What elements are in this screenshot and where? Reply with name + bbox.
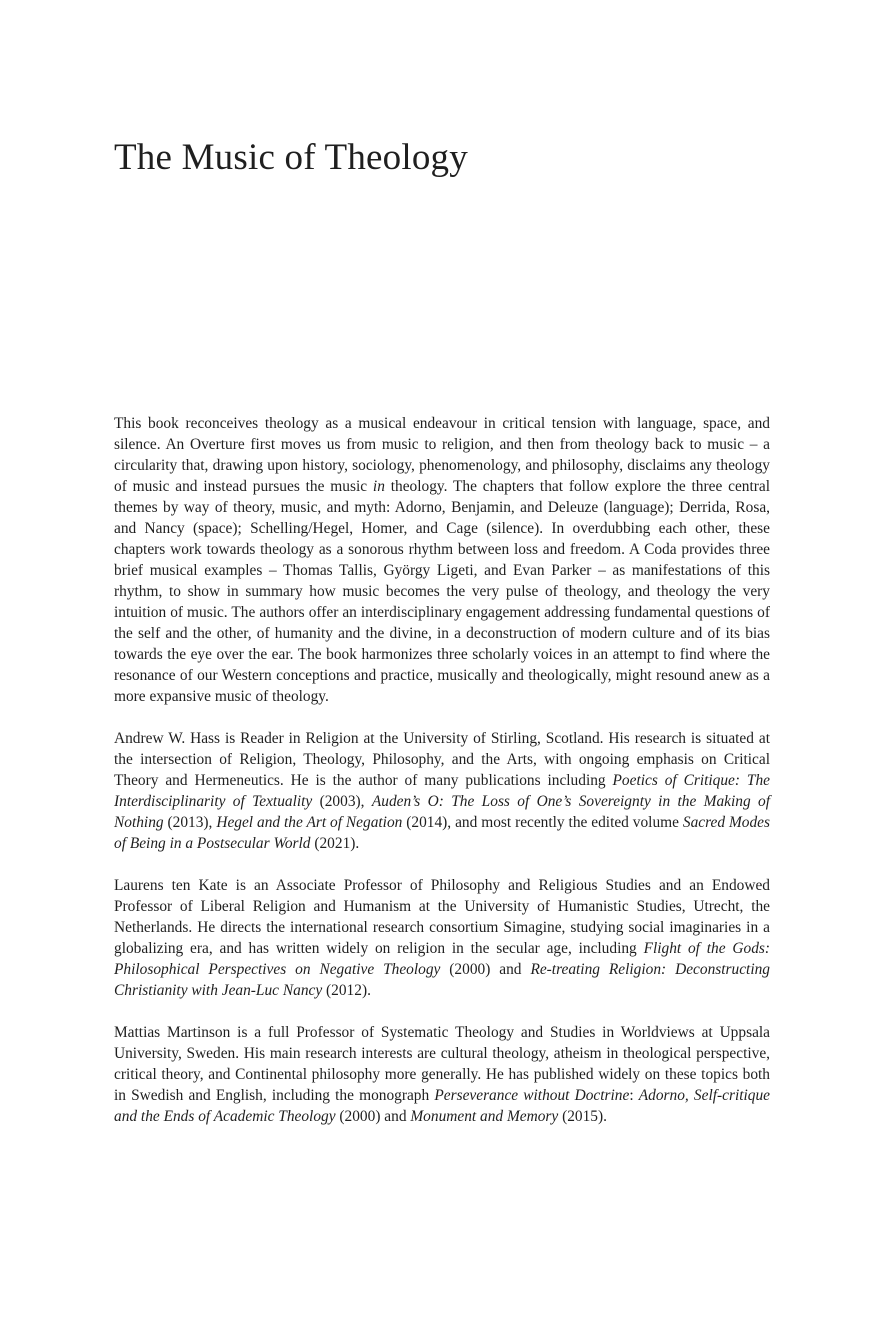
author-name: Mattias Martinson [114, 1024, 231, 1041]
italic-title: Hegel and the Art of Negation [216, 814, 403, 831]
author-bio-text: is an Associate Professor of Philosophy and Religious Studies and an Endowed Professor of Liberal Religion and Humanism at the University of Humanistic Studies, Utrecht, the Netherlands. He directs the international research consortium Simagine, studying social imaginaries in a globalizing era, and has written widely on religion in the secular age, including Flight of the Gods: Philosophical Perspectives on Negative Theology (2000) and Re-treating Religion: Deconstructing Christianity with Jean-Luc Nancy (2012). [114, 877, 770, 999]
italic-title: Sacred Modes of Being in a Postsecular World [114, 814, 771, 852]
italic-title: Monument and Memory [410, 1108, 559, 1125]
author-name: Laurens ten Kate [114, 877, 228, 894]
italic-title: Auden’s O: The Loss of One’s Sovereignty in the Making of Nothing [114, 793, 770, 831]
italic-title: Adorno, Self-critique and the Ends of Academic Theology [114, 1087, 770, 1125]
author-bio-ten-kate [114, 875, 770, 1001]
italic-title: Poetics of Critique: The Interdisciplinarity of Textuality [114, 772, 770, 810]
author-bio-martinson [114, 1022, 770, 1127]
author-name: Andrew W. Hass [114, 730, 221, 747]
italic-title: Flight of the Gods: Philosophical Perspectives on Negative Theology [114, 940, 770, 978]
italic-title: Perseverance without Doctrine [434, 1087, 630, 1104]
italic-title: in [372, 478, 385, 495]
author-bio-hass [114, 728, 770, 854]
author-bio-text: is a full Professor of Systematic Theology and Studies in Worldviews at Uppsala University, Sweden. His main research interests are cultural theology, atheism in theological perspective, critical theory, and Continental philosophy more generally. He has published widely on these topics both in Swedish and English, including the monograph Perseverance without Doctrine: Adorno, Self-critique and the Ends of Academic Theology (2000) and Monument and Memory (2015). [114, 1024, 771, 1125]
page-title: The Music of Theology [114, 137, 468, 178]
page-content [114, 413, 770, 1127]
book-description: This book reconceives theology as a musical endeavour in critical tension with language, space, and silence. An Overture first moves us from music to religion, and then from theology back to music – a circularity that, drawing upon history, sociology, phenomenology, and philosophy, disclaims any theology of music and instead pursues the music in theology. The chapters that follow explore the three central themes by way of theory, music, and myth: Adorno, Benjamin, and Deleuze (language); Derrida, Rosa, and Nancy (space); Schelling/Hegel, Homer, and Cage (silence). In overdubbing each other, these chapters work towards theology as a sonorous rhythm between loss and freedom. A Coda provides three brief musical examples – Thomas Tallis, György Ligeti, and Evan Parker – as manifestations of this rhythm, to show in summary how music becomes the very pulse of theology, and theology the very intuition of music. The authors offer an interdisciplinary engagement addressing fundamental questions of the self and the other, of humanity and the divine, in a deconstruction of modern culture and of its bias towards the eye over the ear. The book harmonizes three scholarly voices in an attempt to find where the resonance of our Western conceptions and practice, musically and theologically, might resound anew as a more expansive music of theology. [114, 415, 770, 705]
author-bio-text: is Reader in Religion at the University of Stirling, Scotland. His research is situated at the intersection of Religion, Theology, Philosophy, and the Arts, with ongoing emphasis on Critical Theory and Hermeneutics. He is the author of many publications including Poetics of Critique: The Interdisciplinarity of Textuality (2003), Auden’s O: The Loss of One’s Sovereignty in the Making of Nothing (2013), Hegel and the Art of Negation (2014), and most recently the edited volume Sacred Modes of Being in a Postsecular World (2021). [114, 730, 771, 852]
italic-title: Re-treating Religion: Deconstructing Christianity with Jean-Luc Nancy [114, 961, 770, 999]
